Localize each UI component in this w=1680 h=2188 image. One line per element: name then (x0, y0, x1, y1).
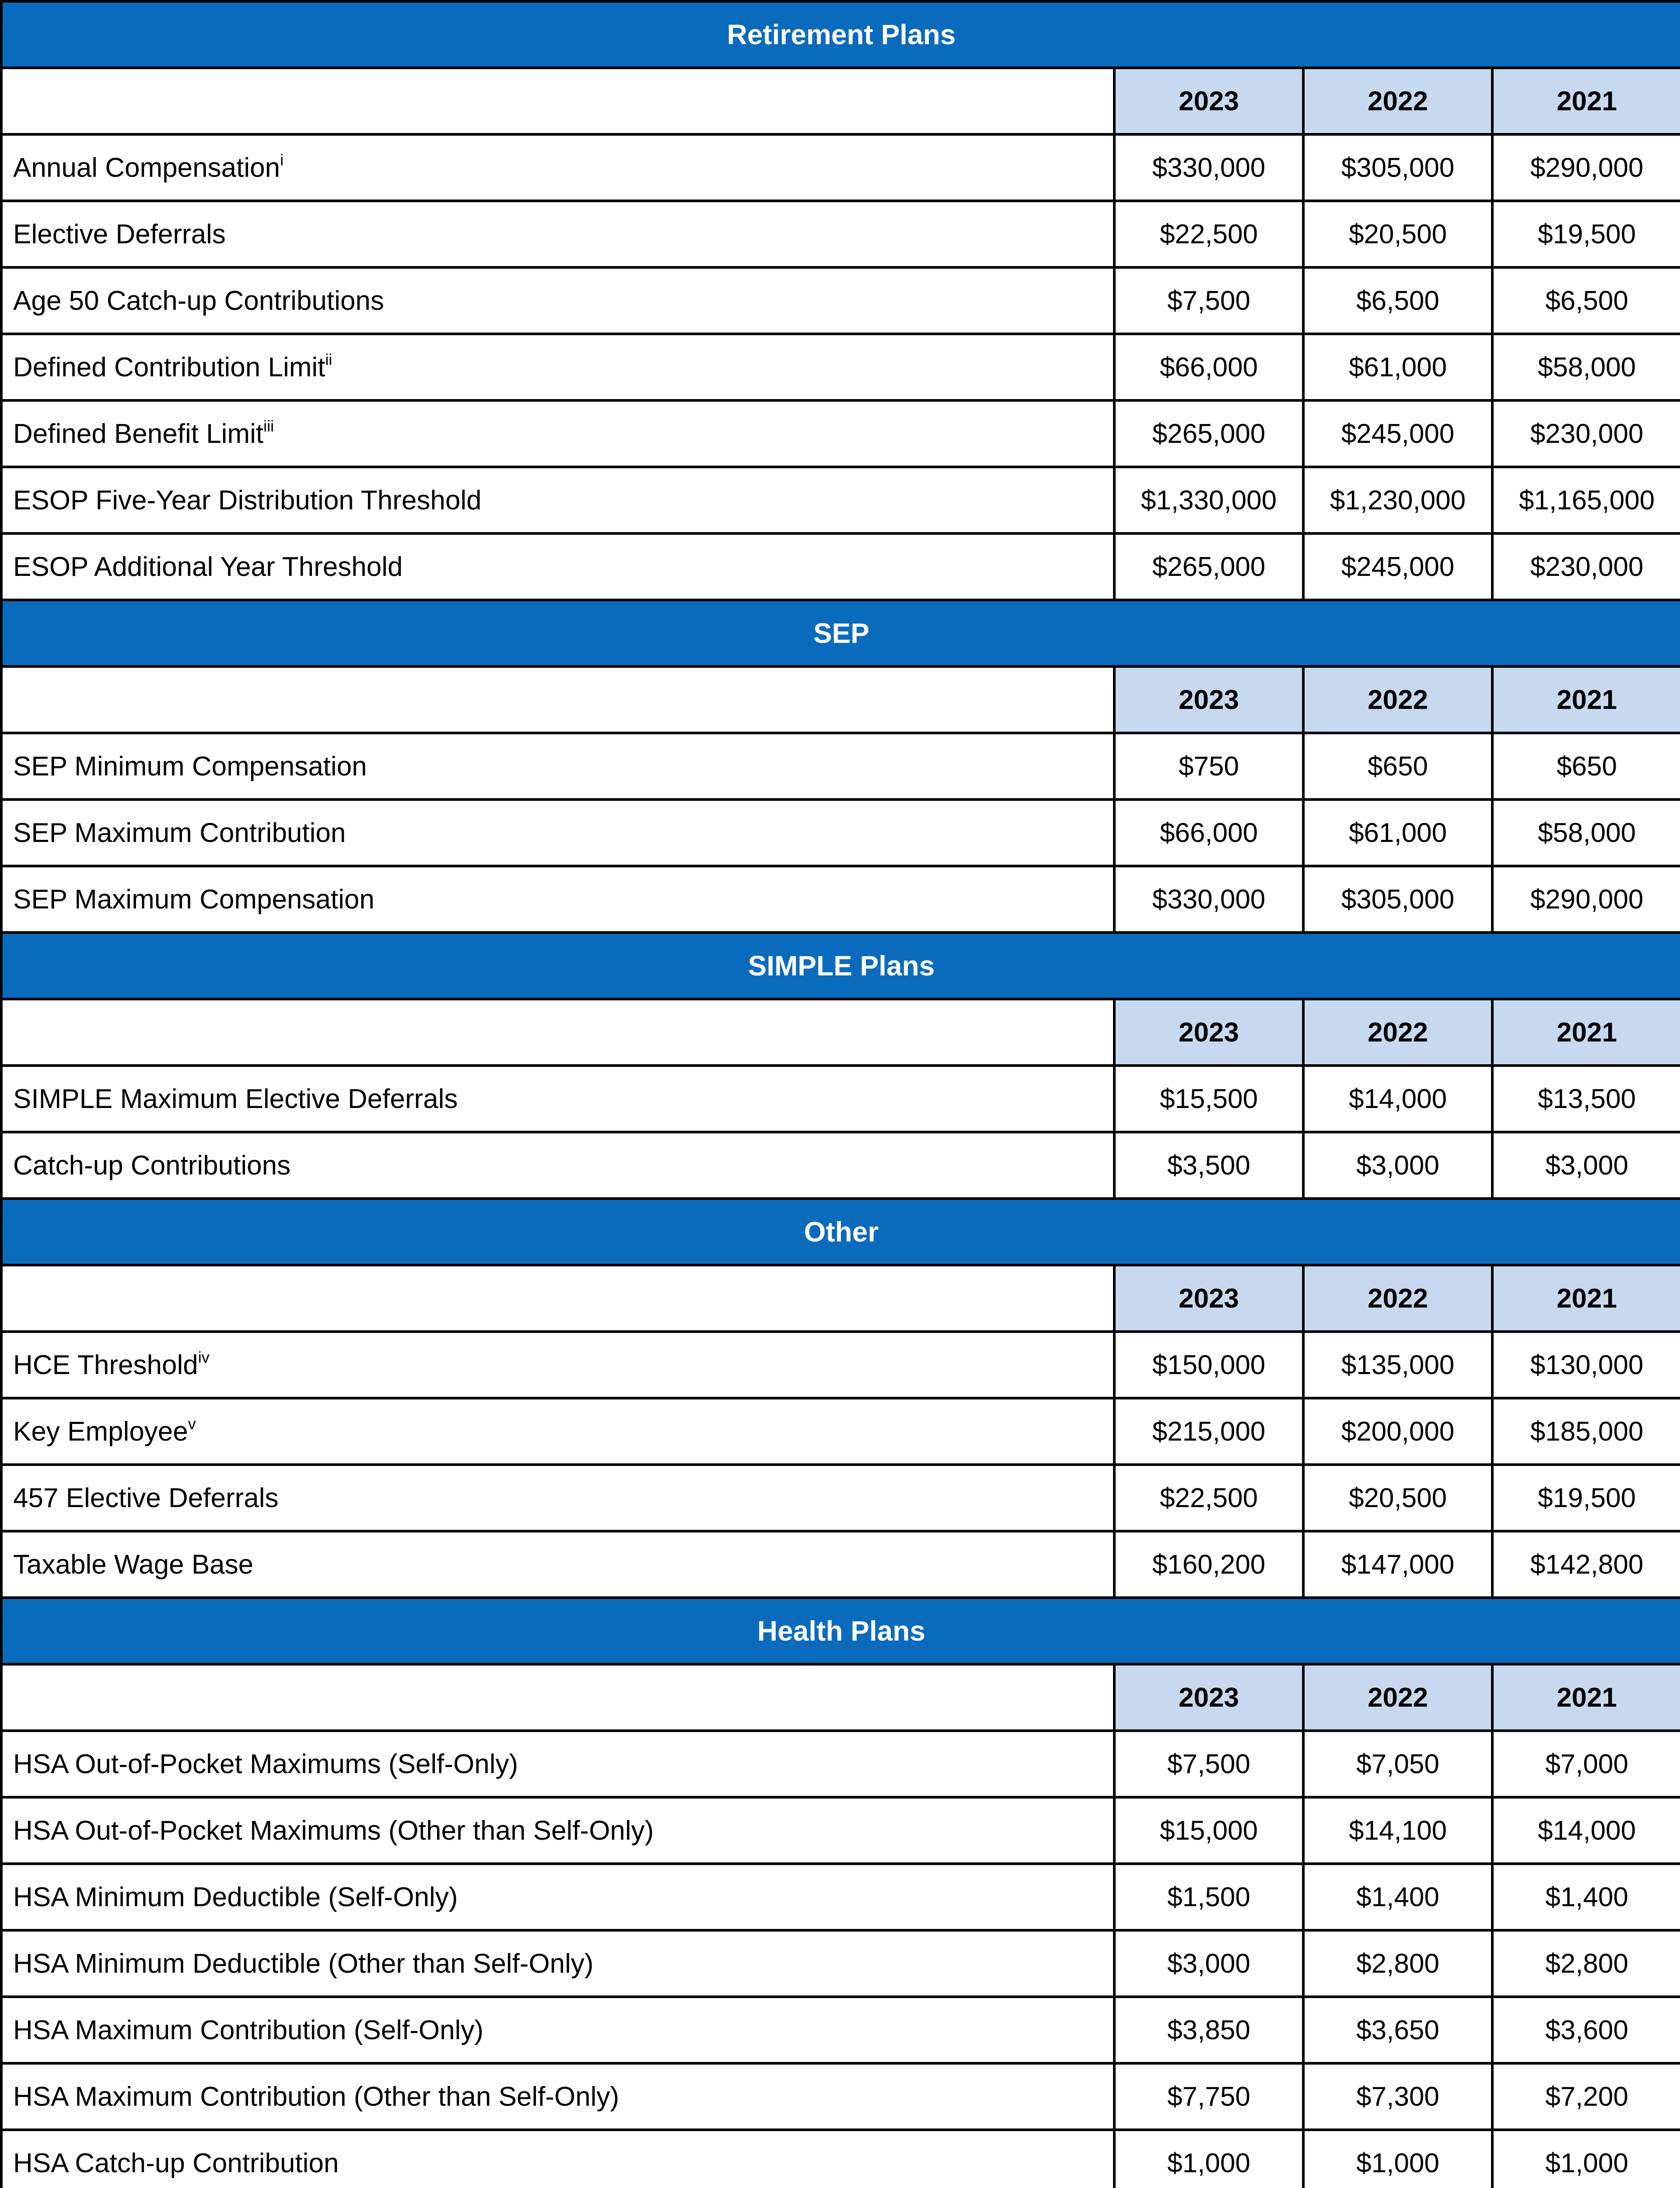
value-cell-2021: $230,000 (1492, 533, 1680, 600)
row-label: Defined Contribution Limit (13, 352, 326, 382)
footnote-marker: ii (325, 350, 332, 368)
value-cell-2023: $215,000 (1114, 1398, 1303, 1465)
row-label-cell (1, 1398, 1114, 1465)
section-title: SIMPLE Plans (1, 933, 1680, 999)
value-cell-2021: $58,000 (1492, 334, 1680, 400)
table-row (1, 1731, 1680, 1797)
value-cell-2023: $66,000 (1114, 799, 1303, 866)
table-row (1, 1132, 1680, 1199)
value-cell-2023: $3,000 (1114, 1930, 1303, 1997)
value-cell-2021: $13,500 (1492, 1066, 1680, 1132)
table-row (1, 2063, 1680, 2130)
year-header-cell: 2021 (1492, 1265, 1680, 1332)
section-title: SEP (1, 600, 1680, 666)
table-row (1, 1930, 1680, 1997)
table-row (1, 1398, 1680, 1465)
row-label: HSA Minimum Deductible (Other than Self-Only) (13, 1948, 594, 1979)
value-cell-2021: $3,000 (1492, 1132, 1680, 1199)
section-header-simple-plans (1, 933, 1680, 999)
section-header-retirement-plans (1, 1, 1680, 68)
value-cell-2021: $290,000 (1492, 134, 1680, 201)
footnote-marker: iv (198, 1348, 210, 1366)
row-label-cell (1, 400, 1114, 467)
value-cell-2021: $142,800 (1492, 1531, 1680, 1598)
value-cell-2022: $200,000 (1303, 1398, 1492, 1465)
year-header-cell: 2023 (1114, 1664, 1303, 1731)
section-header-other (1, 1199, 1680, 1265)
footnote-marker: iii (263, 417, 274, 435)
value-cell-2023: $3,500 (1114, 1132, 1303, 1199)
value-cell-2021: $7,200 (1492, 2063, 1680, 2130)
value-cell-2022: $6,500 (1303, 267, 1492, 334)
year-header-blank-cell (1, 1664, 1114, 1731)
value-cell-2022: $1,230,000 (1303, 467, 1492, 533)
table-row (1, 1332, 1680, 1398)
row-label: Elective Deferrals (13, 219, 226, 249)
row-label-cell (1, 1731, 1114, 1797)
row-label: SEP Maximum Compensation (13, 884, 374, 915)
row-label-cell (1, 1465, 1114, 1531)
value-cell-2023: $22,500 (1114, 1465, 1303, 1531)
value-cell-2023: $330,000 (1114, 134, 1303, 201)
value-cell-2023: $1,500 (1114, 1864, 1303, 1930)
value-cell-2023: $160,200 (1114, 1531, 1303, 1598)
footnote-marker: v (188, 1414, 196, 1433)
table-row (1, 467, 1680, 533)
table-row (1, 1864, 1680, 1930)
section-title: Retirement Plans (1, 1, 1680, 68)
value-cell-2022: $650 (1303, 733, 1492, 799)
year-header-cell: 2021 (1492, 68, 1680, 134)
year-header-cell: 2022 (1303, 999, 1492, 1066)
value-cell-2021: $58,000 (1492, 799, 1680, 866)
row-label: Key Employee (13, 1416, 188, 1447)
value-cell-2021: $3,600 (1492, 1997, 1680, 2063)
row-label: HSA Minimum Deductible (Self-Only) (13, 1882, 458, 1912)
value-cell-2023: $1,000 (1114, 2130, 1303, 2188)
value-cell-2022: $20,500 (1303, 1465, 1492, 1531)
year-header-blank-cell (1, 999, 1114, 1066)
row-label: HSA Out-of-Pocket Maximums (Self-Only) (13, 1749, 518, 1779)
row-label: Age 50 Catch-up Contributions (13, 285, 384, 316)
row-label-cell (1, 334, 1114, 400)
value-cell-2021: $1,000 (1492, 2130, 1680, 2188)
table-row (1, 201, 1680, 267)
value-cell-2023: $7,750 (1114, 2063, 1303, 2130)
value-cell-2021: $130,000 (1492, 1332, 1680, 1398)
row-label-cell (1, 799, 1114, 866)
table-row (1, 1066, 1680, 1132)
value-cell-2023: $150,000 (1114, 1332, 1303, 1398)
section-title: Other (1, 1199, 1680, 1265)
value-cell-2023: $15,500 (1114, 1066, 1303, 1132)
table-row (1, 2130, 1680, 2188)
row-label-cell (1, 866, 1114, 933)
row-label-cell (1, 1864, 1114, 1930)
row-label: HSA Catch-up Contribution (13, 2148, 339, 2178)
table-row (1, 334, 1680, 400)
row-label: ESOP Additional Year Threshold (13, 551, 403, 582)
row-label-cell (1, 1531, 1114, 1598)
row-label: HCE Threshold (13, 1350, 198, 1380)
row-label: Taxable Wage Base (13, 1549, 254, 1580)
value-cell-2022: $1,000 (1303, 2130, 1492, 2188)
value-cell-2021: $1,165,000 (1492, 467, 1680, 533)
year-header-row (1, 666, 1680, 733)
value-cell-2022: $147,000 (1303, 1531, 1492, 1598)
year-header-cell: 2022 (1303, 666, 1492, 733)
value-cell-2021: $2,800 (1492, 1930, 1680, 1997)
table-row (1, 1997, 1680, 2063)
value-cell-2021: $7,000 (1492, 1731, 1680, 1797)
row-label-cell (1, 1797, 1114, 1864)
value-cell-2023: $1,330,000 (1114, 467, 1303, 533)
table-row (1, 1465, 1680, 1531)
table-row (1, 267, 1680, 334)
value-cell-2022: $61,000 (1303, 799, 1492, 866)
footnote-marker: i (280, 151, 284, 169)
value-cell-2022: $305,000 (1303, 134, 1492, 201)
table-row (1, 134, 1680, 201)
table-row (1, 1531, 1680, 1598)
value-cell-2021: $230,000 (1492, 400, 1680, 467)
year-header-blank-cell (1, 1265, 1114, 1332)
table-row (1, 400, 1680, 467)
value-cell-2022: $3,000 (1303, 1132, 1492, 1199)
value-cell-2022: $7,050 (1303, 1731, 1492, 1797)
value-cell-2023: $15,000 (1114, 1797, 1303, 1864)
value-cell-2023: $750 (1114, 733, 1303, 799)
year-header-row (1, 999, 1680, 1066)
year-header-cell: 2023 (1114, 666, 1303, 733)
value-cell-2021: $19,500 (1492, 201, 1680, 267)
row-label: Catch-up Contributions (13, 1150, 291, 1181)
value-cell-2021: $6,500 (1492, 267, 1680, 334)
value-cell-2023: $22,500 (1114, 201, 1303, 267)
year-header-cell: 2023 (1114, 1265, 1303, 1332)
value-cell-2021: $14,000 (1492, 1797, 1680, 1864)
value-cell-2023: $3,850 (1114, 1997, 1303, 2063)
row-label: Defined Benefit Limit (13, 418, 264, 449)
year-header-blank-cell (1, 68, 1114, 134)
section-header-health-plans (1, 1598, 1680, 1664)
value-cell-2022: $61,000 (1303, 334, 1492, 400)
value-cell-2022: $3,650 (1303, 1997, 1492, 2063)
value-cell-2023: $7,500 (1114, 267, 1303, 334)
value-cell-2023: $66,000 (1114, 334, 1303, 400)
section-header-sep (1, 600, 1680, 666)
year-header-cell: 2021 (1492, 999, 1680, 1066)
value-cell-2022: $305,000 (1303, 866, 1492, 933)
row-label: Annual Compensation (13, 152, 280, 183)
row-label-cell (1, 1997, 1114, 2063)
row-label-cell (1, 1332, 1114, 1398)
value-cell-2022: $245,000 (1303, 533, 1492, 600)
value-cell-2023: $265,000 (1114, 400, 1303, 467)
table-row (1, 533, 1680, 600)
row-label: ESOP Five-Year Distribution Threshold (13, 485, 482, 515)
table-row (1, 866, 1680, 933)
value-cell-2023: $7,500 (1114, 1731, 1303, 1797)
table-row (1, 799, 1680, 866)
value-cell-2022: $1,400 (1303, 1864, 1492, 1930)
year-header-cell: 2023 (1114, 68, 1303, 134)
year-header-row (1, 1664, 1680, 1731)
row-label: HSA Maximum Contribution (Other than Self-Only) (13, 2081, 620, 2112)
row-label: HSA Maximum Contribution (Self-Only) (13, 2015, 483, 2045)
row-label: SEP Maximum Contribution (13, 817, 346, 848)
row-label-cell (1, 1132, 1114, 1199)
row-label-cell (1, 533, 1114, 600)
year-header-row (1, 68, 1680, 134)
year-header-blank-cell (1, 666, 1114, 733)
value-cell-2022: $20,500 (1303, 201, 1492, 267)
value-cell-2022: $245,000 (1303, 400, 1492, 467)
row-label-cell (1, 467, 1114, 533)
row-label-cell (1, 2130, 1114, 2188)
table-row (1, 1797, 1680, 1864)
year-header-cell: 2022 (1303, 1265, 1492, 1332)
year-header-cell: 2021 (1492, 666, 1680, 733)
row-label: HSA Out-of-Pocket Maximums (Other than Self-Only) (13, 1815, 654, 1846)
value-cell-2021: $185,000 (1492, 1398, 1680, 1465)
value-cell-2023: $330,000 (1114, 866, 1303, 933)
row-label-cell (1, 267, 1114, 334)
year-header-cell: 2021 (1492, 1664, 1680, 1731)
year-header-cell: 2022 (1303, 68, 1492, 134)
year-header-cell: 2022 (1303, 1664, 1492, 1731)
value-cell-2021: $650 (1492, 733, 1680, 799)
value-cell-2021: $1,400 (1492, 1864, 1680, 1930)
row-label-cell (1, 733, 1114, 799)
row-label-cell (1, 1066, 1114, 1132)
value-cell-2022: $135,000 (1303, 1332, 1492, 1398)
year-header-cell: 2023 (1114, 999, 1303, 1066)
value-cell-2022: $7,300 (1303, 2063, 1492, 2130)
row-label: 457 Elective Deferrals (13, 1483, 279, 1513)
value-cell-2022: $14,000 (1303, 1066, 1492, 1132)
row-label: SIMPLE Maximum Elective Deferrals (13, 1083, 458, 1114)
value-cell-2022: $2,800 (1303, 1930, 1492, 1997)
section-title: Health Plans (1, 1598, 1680, 1664)
value-cell-2023: $265,000 (1114, 533, 1303, 600)
row-label-cell (1, 134, 1114, 201)
value-cell-2021: $19,500 (1492, 1465, 1680, 1531)
year-header-row (1, 1265, 1680, 1332)
row-label-cell (1, 1930, 1114, 1997)
row-label: SEP Minimum Compensation (13, 751, 367, 782)
value-cell-2022: $14,100 (1303, 1797, 1492, 1864)
value-cell-2021: $290,000 (1492, 866, 1680, 933)
table-row (1, 733, 1680, 799)
row-label-cell (1, 201, 1114, 267)
row-label-cell (1, 2063, 1114, 2130)
